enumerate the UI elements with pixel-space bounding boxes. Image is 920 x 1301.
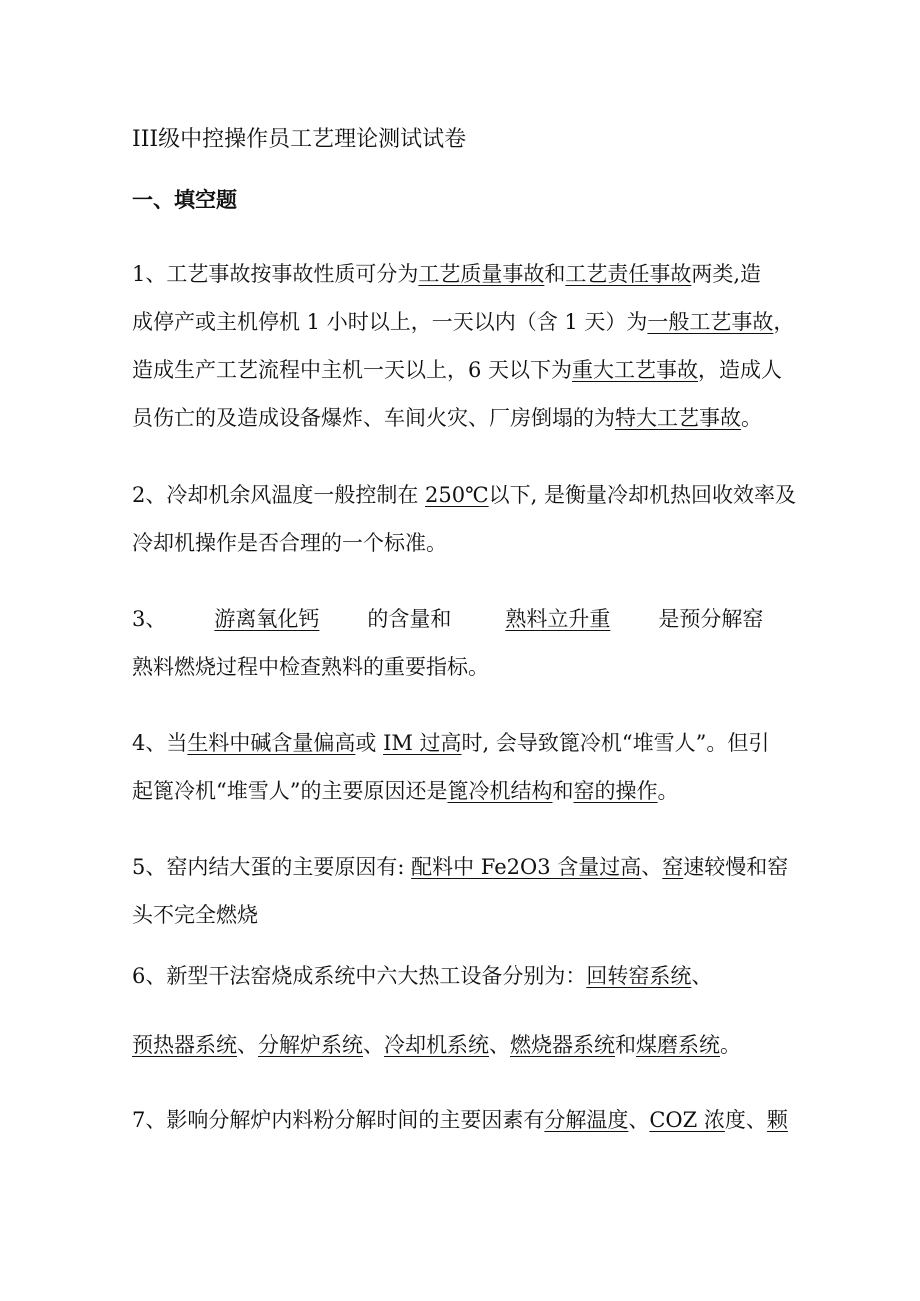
answer: 窑的操作 [573, 779, 658, 803]
text: 起篦冷机“堆雪人”的主要原因还是 [132, 779, 448, 803]
text: 度、 [724, 1108, 767, 1132]
text: 的含量和 [367, 607, 452, 631]
text: 7、影响分解炉内料粉分解时间的主要因素有 [132, 1108, 545, 1132]
question-7-line-1 [132, 1104, 788, 1136]
text: ， [773, 310, 795, 334]
text: 两类,造 [691, 262, 762, 286]
text: 成停产或主机停机 1 小时以上，一天以内（含 1 天）为 [132, 310, 648, 334]
question-4-line-2 [132, 775, 678, 807]
text: 、 [691, 964, 713, 988]
answer: 燃烧器系统 [510, 1033, 615, 1057]
text: 。 [657, 779, 679, 803]
page-title: III级中控操作员工艺理论测试试卷 [132, 127, 467, 152]
answer: 重大工艺事故 [572, 358, 699, 382]
answer: 煤磨系统 [636, 1033, 720, 1057]
answer: 特大工艺事故 [615, 406, 741, 430]
text: 员伤亡的及造成设备爆炸、车间火灾、厂房倒塌的为 [132, 406, 615, 430]
answer: 一般工艺事故 [647, 310, 774, 334]
text: 、 [237, 1033, 258, 1057]
text: 6、新型干法窑烧成系统中六大热工设备分别为： [132, 964, 587, 988]
question-6-line-1 [132, 960, 712, 992]
answer: 冷却机系统 [384, 1033, 489, 1057]
text: 1、工艺事故按事故性质可分为 [132, 262, 419, 286]
text: 和 [552, 779, 574, 803]
text: 。 [720, 1033, 741, 1057]
answer: 配料中 Fe2O3 含量过高 [411, 855, 642, 879]
text: ，造成人 [698, 358, 783, 382]
text: 5、窑内结大蛋的主要原因有: [132, 855, 412, 879]
text: 以下, 是衡量冷却机热回收效率及 [488, 483, 796, 507]
text: 。 [741, 406, 762, 430]
text: 、 [363, 1033, 384, 1057]
question-1-line-3 [132, 354, 782, 386]
text: 4、当 [132, 731, 188, 755]
question-1-line-1 [132, 258, 761, 290]
text: 2、冷却机余风温度一般控制在 [132, 483, 426, 507]
answer: 预热器系统 [132, 1033, 237, 1057]
question-4-line-1 [132, 727, 769, 759]
answer: 熟料立升重 [505, 607, 611, 631]
answer: 生料中碱含量偏高 [187, 731, 356, 755]
text: 造成生产工艺流程中主机一天以上，6 天以下为 [132, 358, 573, 382]
text: 是预分解窑 [658, 607, 764, 631]
text: 熟料燃烧过程中检查熟料的重要指标。 [132, 655, 489, 679]
answer: 游离氧化钙 [214, 607, 320, 631]
question-6-line-2 [132, 1029, 741, 1061]
text: 和 [615, 1033, 636, 1057]
text: 3、 [132, 607, 167, 631]
question-5-line-1 [132, 851, 788, 883]
question-3-line-2 [132, 651, 489, 683]
text: 时, 会导致篦冷机“堆雪人”。但引 [461, 731, 770, 755]
text: 或 [355, 731, 384, 755]
answer: 窑 [662, 855, 684, 879]
text: 冷却机操作是否合理的一个标准。 [132, 531, 447, 555]
answer: COZ 浓 [649, 1108, 725, 1132]
answer: 250℃ [425, 483, 489, 507]
answer: 工艺质量事故 [418, 262, 545, 286]
answer: 颗 [766, 1108, 788, 1132]
question-5-line-2 [132, 899, 258, 931]
section-heading: 一、填空题 [132, 187, 237, 212]
answer: IM 过高 [383, 731, 462, 755]
answer: 分解炉系统 [258, 1033, 363, 1057]
answer: 篦冷机结构 [447, 779, 553, 803]
question-1-line-4 [132, 402, 762, 434]
answer: 回转窑系统 [586, 964, 692, 988]
text: 、 [628, 1108, 650, 1132]
text: 和 [544, 262, 566, 286]
question-2-line-2 [132, 527, 447, 559]
text: 、 [641, 855, 663, 879]
question-3-line-1 [132, 603, 763, 635]
text: 速较慢和窑 [683, 855, 789, 879]
question-1-line-2 [132, 306, 794, 338]
text: 头不完全燃烧 [132, 903, 258, 927]
question-2-line-1 [132, 479, 796, 511]
answer: 分解温度 [544, 1108, 629, 1132]
text: 、 [489, 1033, 510, 1057]
answer: 工艺责任事故 [565, 262, 692, 286]
